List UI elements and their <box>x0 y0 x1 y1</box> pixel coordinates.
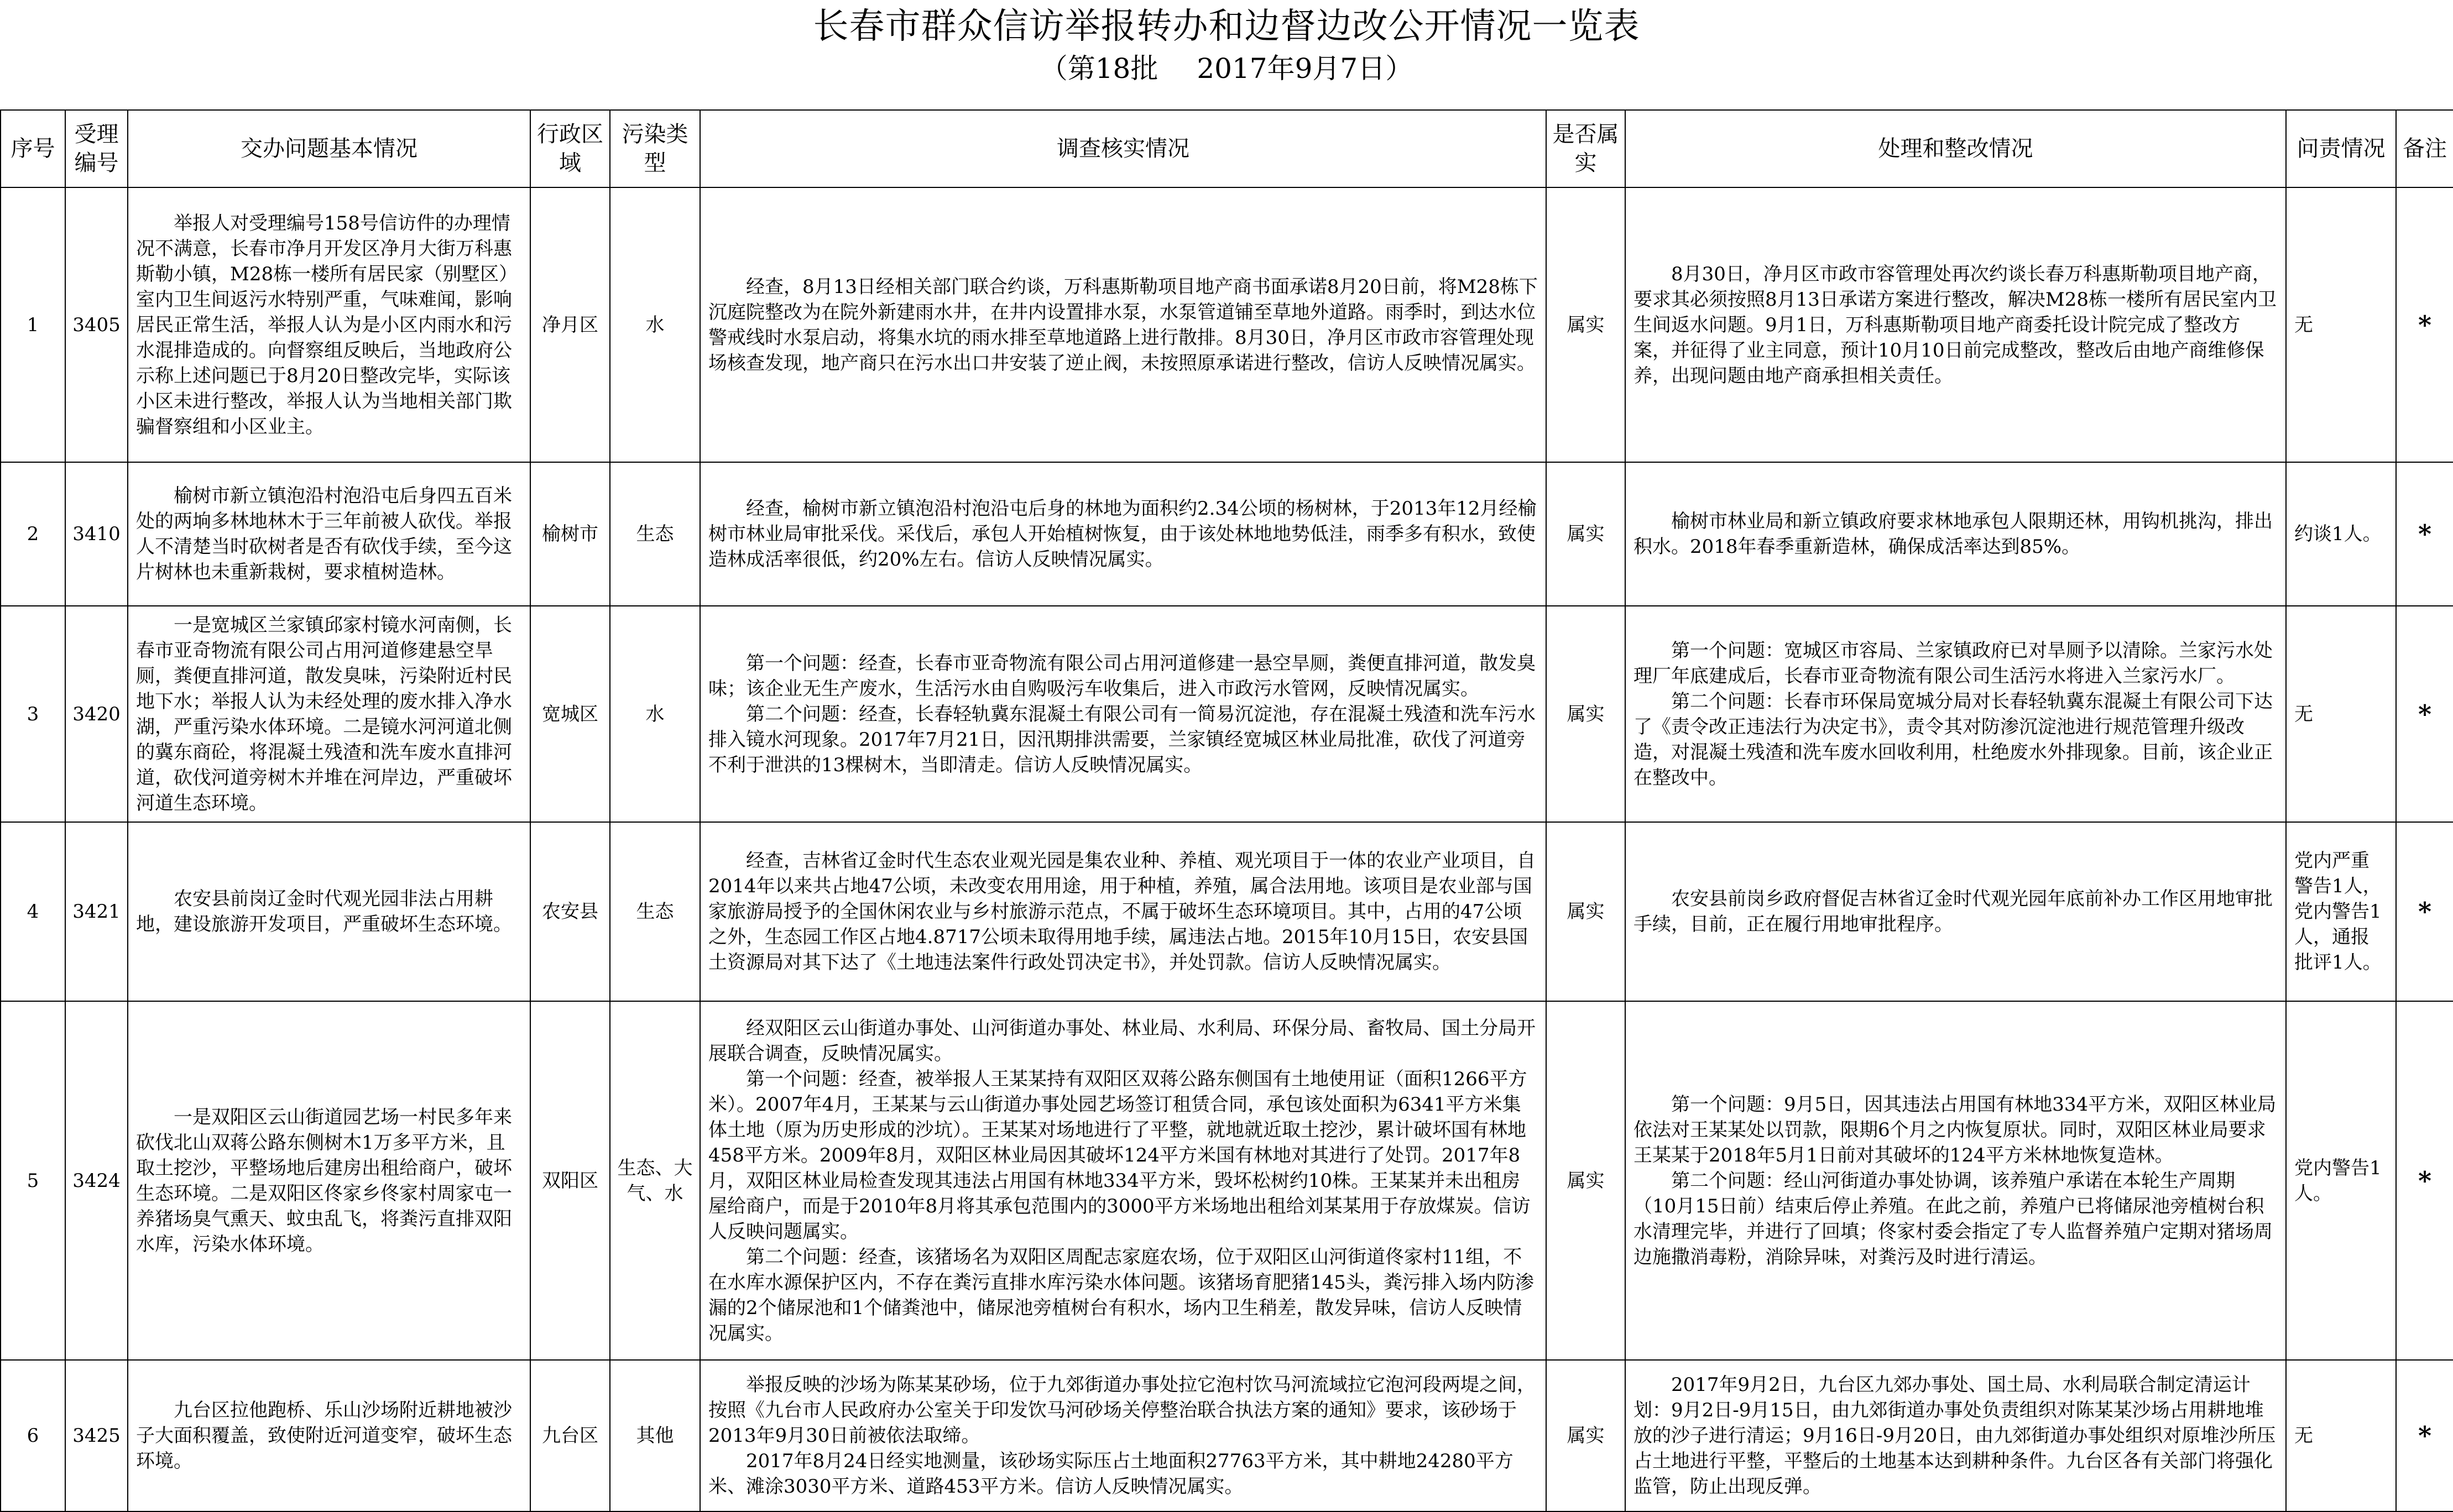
table-row <box>1 606 2453 822</box>
cell-rectification <box>1625 1360 2286 1511</box>
cell-remarks: * <box>2396 1001 2453 1360</box>
paragraph: 经查，吉林省辽金时代生态农业观光园是集农业种、养植、观光项目于一体的农业产业项目，自2014年以来共占地47公顷，未改变农用用途，用于种植，养殖，属合法用地。该项目是农业部与国家旅游局授予的全国休闲农业与乡村旅游示范点，不属于破坏生态环境项目。其中，占用的47公顷之外，生态园工作区占地4.8717公顷未取得用地手续，属违法占地。2015年10月15日，农安县国土资源局对其下达了《土地违法案件行政处罚决定书》，并处罚款。信访人反映情况属实。 <box>708 850 1536 974</box>
cell-remarks: * <box>2396 822 2453 1001</box>
header-pollution-type: 污染类型 <box>610 110 700 187</box>
cell-investigation <box>700 1001 1546 1360</box>
paragraph: 榆树市林业局和新立镇政府要求林地承包人限期还林，用钩机挑沟，排出积水。2018年春季重新造林，确保成活率达到85%。 <box>1633 510 2273 558</box>
paragraph: 农安县前岗乡政府督促吉林省辽金时代观光园年底前补办工作区用地审批手续，目前，正在履行用地审批程序。 <box>1633 888 2273 935</box>
cell-issue <box>128 187 530 462</box>
cell-issue <box>128 606 530 822</box>
paragraph: 第一个问题：经查，被举报人王某某持有双阳区双蒋公路东侧国有土地使用证（面积1266平方米）。2007年4月，王某某与云山街道办事处园艺场签订租赁合同，承包该处面积为6341平方米集体土地（原为历史形成的沙坑）。王某某对场地进行了平整，就地就近取土挖沙，累计破坏国有林地458平方米。2009年8月，双阳区林业局因其破坏124平方米国有林地对其进行了处罚。2017年8月，双阳区林业局检查发现其违法占用国有林地334平方米，毁坏松树约10株。王某某并未出租房屋给商户，而是于2010年8月将其承包范围内的3000平方米场地出租给刘某某用于存放煤炭。信访人反映问题属实。 <box>708 1068 1531 1243</box>
cell-district: 榆树市 <box>530 462 610 606</box>
petition-table <box>0 109 2453 1512</box>
cell-district: 宽城区 <box>530 606 610 822</box>
header-rectification: 处理和整改情况 <box>1625 110 2286 187</box>
cell-investigation <box>700 462 1546 606</box>
cell-district: 双阳区 <box>530 1001 610 1360</box>
cell-accountability: 无 <box>2286 1360 2396 1511</box>
cell-verified: 属实 <box>1546 822 1625 1001</box>
cell-pollution-type: 水 <box>610 606 700 822</box>
paragraph: 举报人对受理编号158号信访件的办理情况不满意，长春市净月开发区净月大街万科惠斯勒小镇，M28栋一楼所有居民家（别墅区）室内卫生间返污水特别严重，气味难闻，影响居民正常生活，举报人认为是小区内雨水和污水混排造成的。向督察组反映后，当地政府公示称上述问题已于8月20日整改完毕，实际该小区未进行整改，举报人认为当地相关部门欺骗督察组和小区业主。 <box>136 212 518 438</box>
cell-rectification <box>1625 1001 2286 1360</box>
cell-seq: 2 <box>1 462 65 606</box>
header-issue: 交办问题基本情况 <box>128 110 530 187</box>
paragraph: 经查，榆树市新立镇泡沿村泡沿屯后身的林地为面积约2.34公顷的杨树林，于2013年12月经榆树市林业局审批采伐。采伐后，承包人开始植树恢复，由于该处林地地势低洼，雨季多有积水，致使造林成活率很低，约20%左右。信访人反映情况属实。 <box>708 498 1537 571</box>
page-subtitle <box>0 51 2453 86</box>
cell-district: 九台区 <box>530 1360 610 1511</box>
cell-rectification <box>1625 822 2286 1001</box>
cell-accountability: 无 <box>2286 187 2396 462</box>
cell-seq: 5 <box>1 1001 65 1360</box>
cell-rectification <box>1625 187 2286 462</box>
paragraph: 2017年9月2日，九台区九郊办事处、国土局、水利局联合制定清运计划：9月2日-9月15日，由九郊街道办事处负责组织对陈某某沙场占用耕地堆放的沙子进行清运；9月16日-9月20日，由九郊街道办事处组织对原堆沙所压占土地进行平整，平整后的土地基本达到耕种条件。九台区各有关部门将强化监管，防止出现反弹。 <box>1633 1374 2276 1498</box>
table-row <box>1 187 2453 462</box>
cell-verified: 属实 <box>1546 606 1625 822</box>
paragraph: 2017年8月24日经实地测量，该砂场实际压占土地面积27763平方米，其中耕地24280平方米、滩涂3030平方米、道路453平方米。信访人反映情况属实。 <box>708 1450 1513 1498</box>
cell-seq: 4 <box>1 822 65 1001</box>
cell-acceptance-no: 3410 <box>65 462 128 606</box>
paragraph: 一是宽城区兰家镇邱家村镜水河南侧，长春市亚奇物流有限公司占用河道修建悬空旱厕，粪便直排河道，散发臭味，污染附近村民地下水；举报人认为未经处理的废水排入净水湖，严重污染水体环境。二是镜水河河道北侧的冀东商砼，将混凝土残渣和洗车废水直排河道，砍伐河道旁树木并堆在河岸边，严重破坏河道生态环境。 <box>136 614 512 814</box>
table-row <box>1 822 2453 1001</box>
header-accountability: 问责情况 <box>2286 110 2396 187</box>
paragraph: 第一个问题：宽城区市容局、兰家镇政府已对旱厕予以清除。兰家污水处理厂年底建成后，长春市亚奇物流有限公司生活污水将进入兰家污水厂。 <box>1633 639 2273 687</box>
paragraph: 经双阳区云山街道办事处、山河街道办事处、林业局、水利局、环保分局、畜牧局、国土分局开展联合调查，反映情况属实。 <box>708 1017 1536 1065</box>
header-seq: 序号 <box>1 110 65 187</box>
cell-verified: 属实 <box>1546 1001 1625 1360</box>
cell-acceptance-no: 3420 <box>65 606 128 822</box>
header-remarks: 备注 <box>2396 110 2453 187</box>
cell-pollution-type: 其他 <box>610 1360 700 1511</box>
cell-accountability: 党内严重警告1人，党内警告1人，通报批评1人。 <box>2286 822 2396 1001</box>
paragraph: 农安县前岗辽金时代观光园非法占用耕地，建设旅游开发项目，严重破坏生态环境。 <box>136 888 512 935</box>
cell-remarks: * <box>2396 187 2453 462</box>
cell-remarks: * <box>2396 1360 2453 1511</box>
cell-acceptance-no: 3421 <box>65 822 128 1001</box>
cell-remarks: * <box>2396 462 2453 606</box>
cell-district: 净月区 <box>530 187 610 462</box>
cell-acceptance-no: 3405 <box>65 187 128 462</box>
cell-investigation <box>700 822 1546 1001</box>
page-title: 长春市群众信访举报转办和边督边改公开情况一览表 <box>813 6 1640 47</box>
paragraph: 第二个问题：经查，该猪场名为双阳区周配志家庭农场，位于双阳区山河街道佟家村11组，不在水库水源保护区内，不存在粪污直排水库污染水体问题。该猪场育肥猪145头，粪污排入场内防渗漏的2个储尿池和1个储粪池中，储尿池旁植树台有积水，场内卫生稍差，散发异味，信访人反映情况属实。 <box>708 1246 1534 1344</box>
cell-pollution-type: 生态 <box>610 822 700 1001</box>
cell-seq: 6 <box>1 1360 65 1511</box>
header-acceptance-no: 受理编号 <box>65 110 128 187</box>
cell-issue <box>128 1001 530 1360</box>
paragraph: 第二个问题：经山河街道办事处协调，该养殖户承诺在本轮生产周期（10月15日前）结束后停止养殖。在此之前，养殖户已将储尿池旁植树台积水清理完毕，并进行了回填；佟家村委会指定了专人监督养殖户定期对猪场周边施撒消毒粉，消除异味，对粪污及时进行清运。 <box>1633 1169 2273 1268</box>
cell-pollution-type: 水 <box>610 187 700 462</box>
header-row <box>1 110 2453 187</box>
paragraph: 一是双阳区云山街道园艺场一村民多年来砍伐北山双蒋公路东侧树木1万多平方米，且取土挖沙，平整场地后建房出租给商户，破坏生态环境。二是双阳区佟家乡佟家村周家屯一养猪场臭气熏天、蚊虫乱飞，将粪污直排双阳水库，污染水体环境。 <box>136 1106 512 1255</box>
cell-verified: 属实 <box>1546 462 1625 606</box>
cell-issue <box>128 462 530 606</box>
paragraph: 8月30日，净月区市政市容管理处再次约谈长春万科惠斯勒项目地产商，要求其必须按照8月13日承诺方案进行整改，解决M28栋一楼所有居民室内卫生间返水问题。9月1日，万科惠斯勒项目地产商委托设计院完成了整改方案，并征得了业主同意，预计10月10日前完成整改，整改后由地产商维修保养，出现问题由地产商承担相关责任。 <box>1633 263 2277 387</box>
cell-verified: 属实 <box>1546 187 1625 462</box>
cell-pollution-type: 生态 <box>610 462 700 606</box>
subtitle-batch: （第18批 <box>1040 53 1158 85</box>
cell-rectification <box>1625 462 2286 606</box>
cell-accountability: 约谈1人。 <box>2286 462 2396 606</box>
cell-seq: 1 <box>1 187 65 462</box>
cell-verified: 属实 <box>1546 1360 1625 1511</box>
cell-acceptance-no: 3425 <box>65 1360 128 1511</box>
paragraph: 举报反映的沙场为陈某某砂场，位于九郊街道办事处拉它泡村饮马河流域拉它泡河段两堤之间，按照《九台市人民政府办公室关于印发饮马河砂场关停整治联合执法方案的通知》要求，该砂场于2013年9月30日前被依法取缔。 <box>708 1374 1536 1447</box>
paragraph: 第二个问题：经查，长春轻轨冀东混凝土有限公司有一简易沉淀池，存在混凝土残渣和洗车污水排入镜水河现象。2017年7月21日，因汛期排洪需要，兰家镇经宽城区林业局批准，砍伐了河道旁不利于泄洪的13棵树木，当即清走。信访人反映情况属实。 <box>708 703 1536 776</box>
cell-investigation <box>700 1360 1546 1511</box>
cell-accountability: 党内警告1人。 <box>2286 1001 2396 1360</box>
subtitle-date: 2017年9月7日） <box>1197 53 1413 85</box>
cell-pollution-type: 生态、大气、水 <box>610 1001 700 1360</box>
cell-issue <box>128 1360 530 1511</box>
cell-district: 农安县 <box>530 822 610 1001</box>
header-investigation: 调查核实情况 <box>700 110 1546 187</box>
paragraph: 经查，8月13日经相关部门联合约谈，万科惠斯勒项目地产商书面承诺8月20日前，将M28栋下沉庭院整改为在院外新建雨水井，在井内设置排水泵，水泵管道铺至草地外道路。雨季时，到达水位警戒线时水泵启动，将集水坑的雨水排至草地道路上进行散排。8月30日，净月区市政市容管理处现场核查发现，地产商只在污水出口井安装了逆止阀，未按照原承诺进行整改，信访人反映情况属实。 <box>708 275 1538 374</box>
cell-accountability: 无 <box>2286 606 2396 822</box>
table-row <box>1 462 2453 606</box>
paragraph: 第一个问题：9月5日，因其违法占用国有林地334平方米，双阳区林业局依法对王某某处以罚款，限期6个月之内恢复原状。同时，双阳区林业局要求王某某于2018年5月1日前对其破坏的124平方米林地恢复造林。 <box>1633 1093 2277 1166</box>
paragraph: 第二个问题：长春市环保局宽城分局对长春轻轨冀东混凝土有限公司下达了《责令改正违法行为决定书》，责令其对防渗沉淀池进行规范管理升级改造，对混凝土残渣和洗车废水回收利用，杜绝废水外排现象。目前，该企业正在整改中。 <box>1633 690 2273 789</box>
paragraph: 第一个问题：经查，长春市亚奇物流有限公司占用河道修建一悬空旱厕，粪便直排河道，散发臭味；该企业无生产废水，生活污水由自购吸污车收集后，进入市政污水管网，反映情况属实。 <box>708 652 1536 700</box>
cell-investigation <box>700 187 1546 462</box>
cell-acceptance-no: 3424 <box>65 1001 128 1360</box>
header-district: 行政区域 <box>530 110 610 187</box>
paragraph: 榆树市新立镇泡沿村泡沿屯后身四五百米处的两垧多林地林木于三年前被人砍伐。举报人不清楚当时砍树者是否有砍伐手续，至今这片树林也未重新栽树，要求植树造林。 <box>136 485 512 583</box>
cell-seq: 3 <box>1 606 65 822</box>
cell-rectification <box>1625 606 2286 822</box>
cell-remarks: * <box>2396 606 2453 822</box>
cell-investigation <box>700 606 1546 822</box>
cell-issue <box>128 822 530 1001</box>
paragraph: 九台区拉他跑桥、乐山沙场附近耕地被沙子大面积覆盖，致使附近河道变窄，破坏生态环境。 <box>136 1399 512 1472</box>
header-verified: 是否属实 <box>1546 110 1625 187</box>
table-row <box>1 1360 2453 1511</box>
table-row <box>1 1001 2453 1360</box>
